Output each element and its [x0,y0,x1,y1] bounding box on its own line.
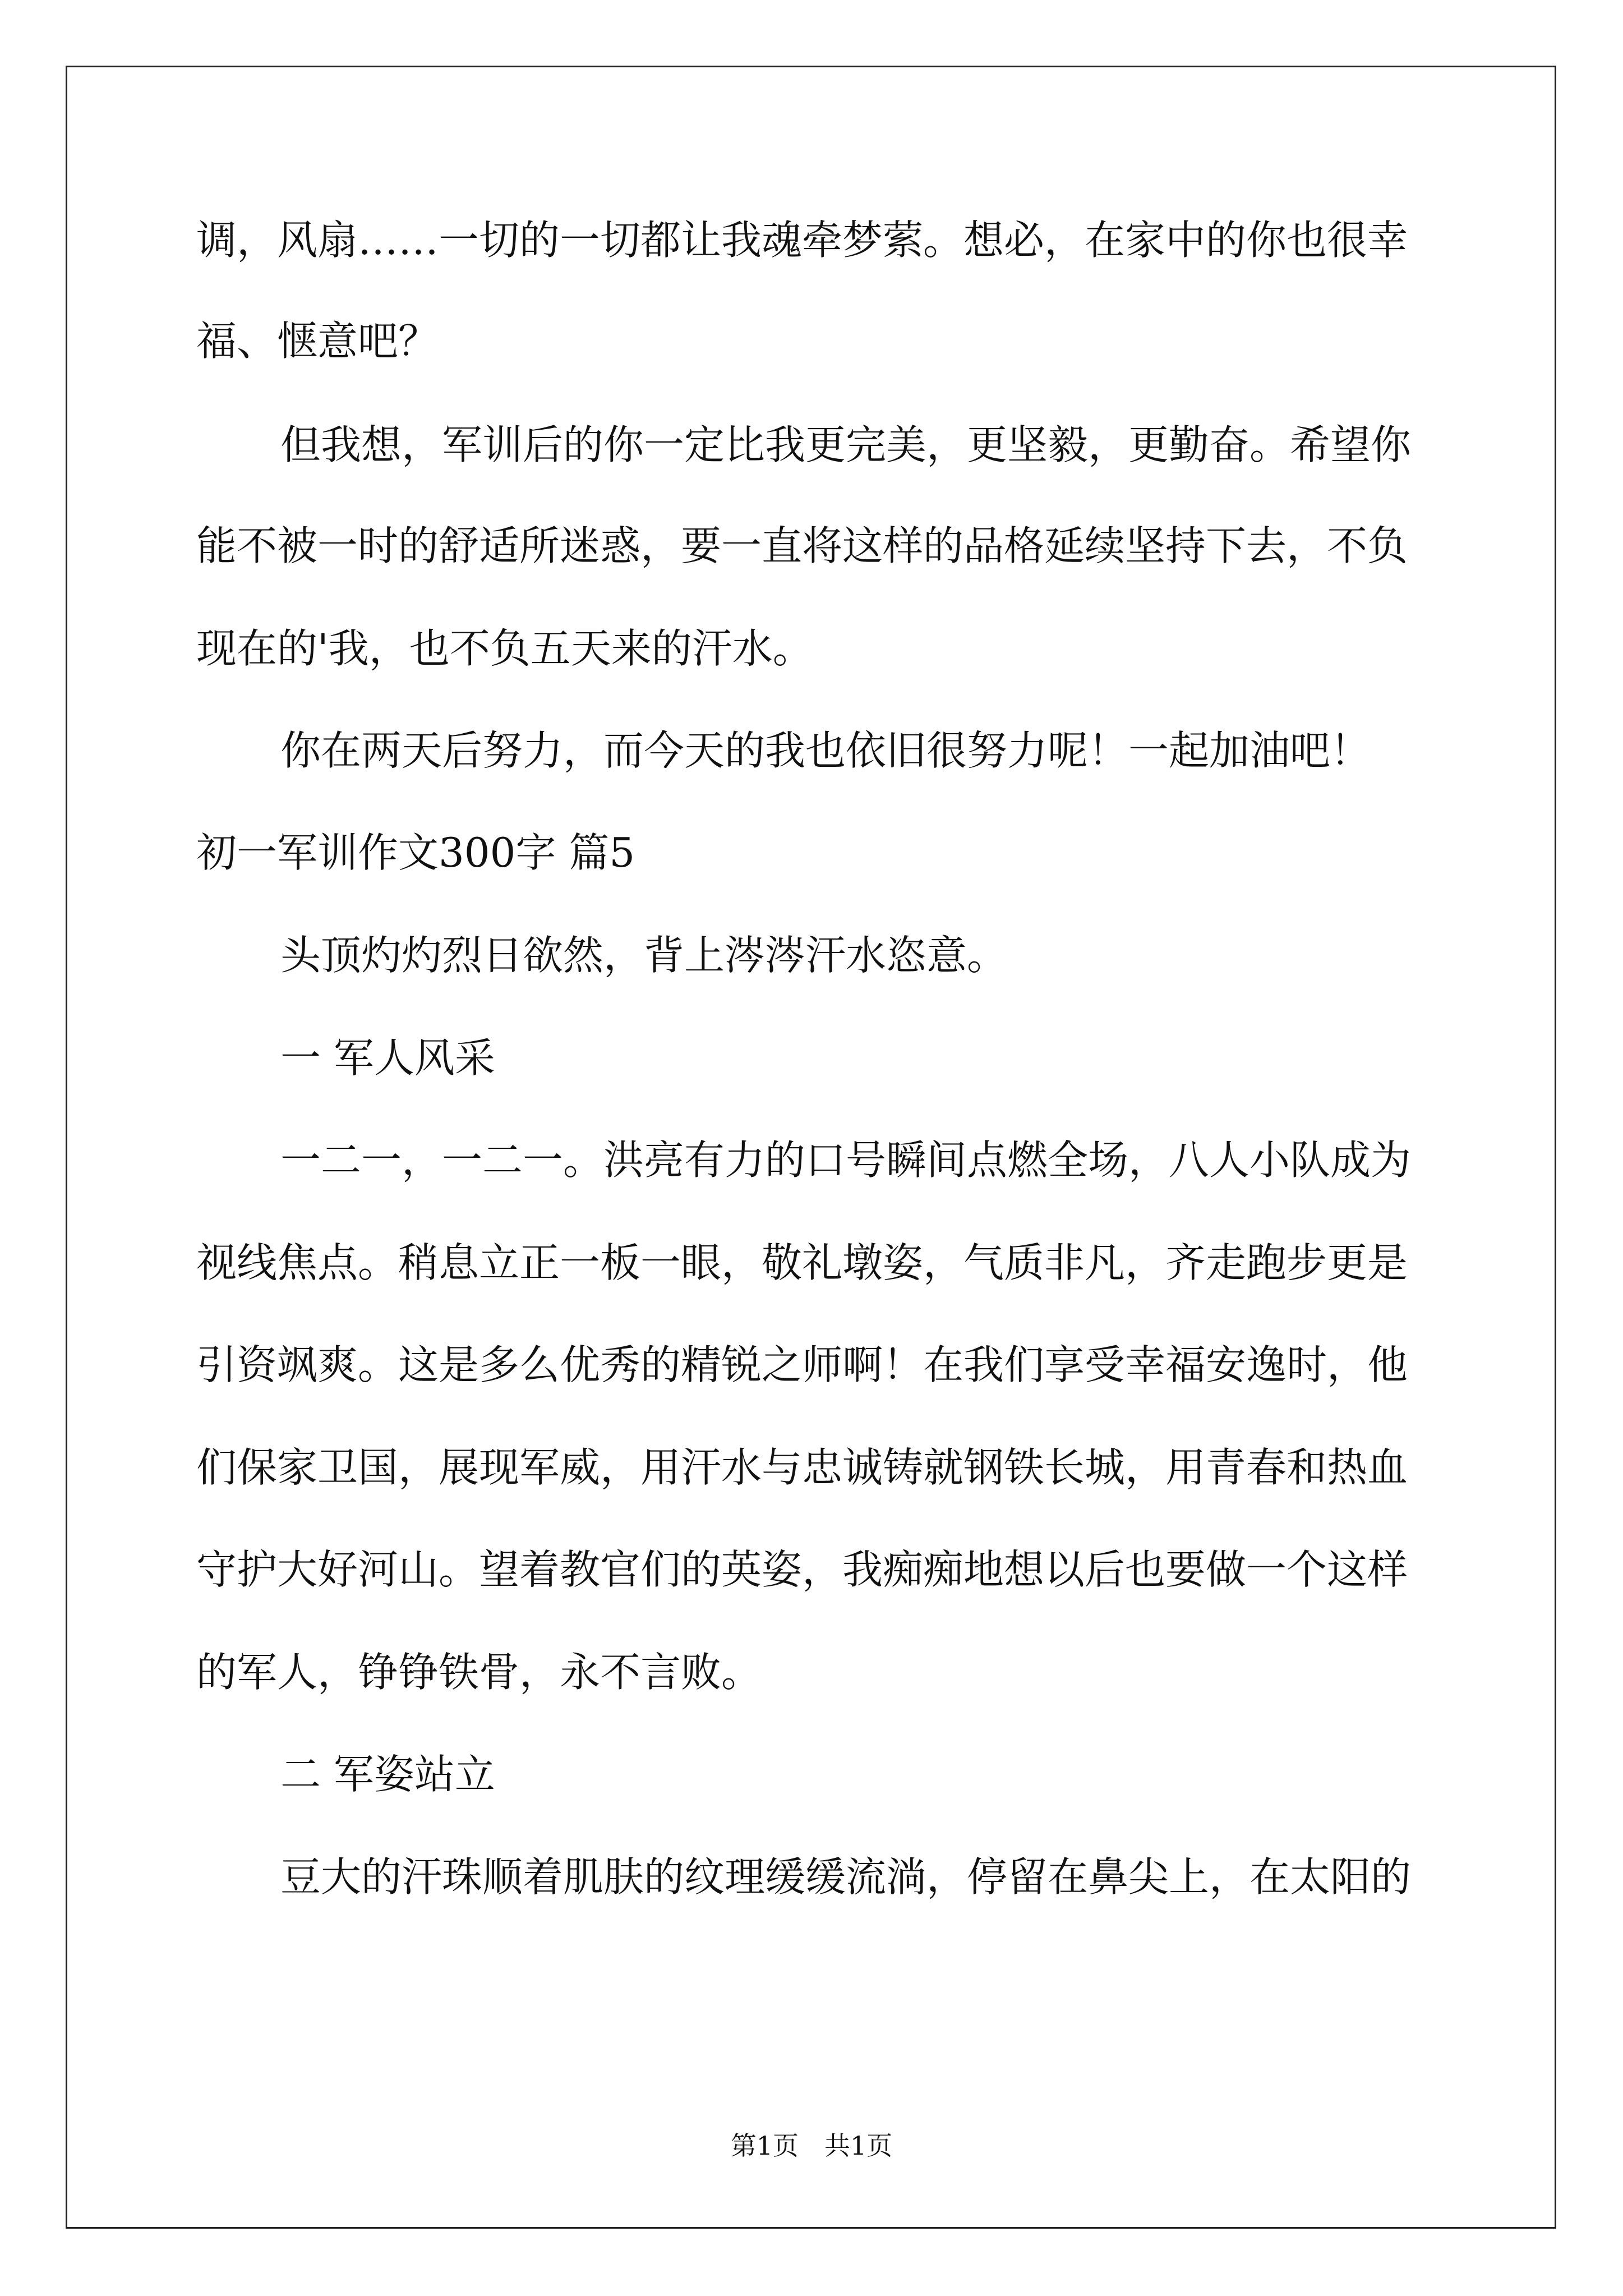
text-line: 福、惬意吧？ [196,318,439,365]
text-line: 能不被一时的舒适所迷惑，要一直将这样的品格延续坚持下去，不负 [196,522,1408,569]
text-line: 调，风扇……一切的一切都让我魂牵梦萦。想必，在家中的你也很幸 [196,217,1408,264]
subheading: 一 军人风采 [280,1034,495,1082]
text-line: 们保家卫国，展现军威，用汗水与忠诚铸就钢铁长城，用青春和热血 [196,1444,1408,1491]
text-line: 现在的'我，也不负五天来的汗水。 [196,625,813,672]
subheading: 二 军姿站立 [280,1751,495,1798]
section-heading: 初一军训作文300字 篇5 [196,829,635,876]
text-line: 你在两天后努力，而今天的我也依旧很努力呢！一起加油吧！ [280,727,1371,774]
text-line: 豆大的汗珠顺着肌肤的纹理缓缓流淌，停留在鼻尖上，在太阳的 [280,1853,1412,1901]
text-line: 但我想，军训后的你一定比我更完美，更坚毅，更勤奋。希望你 [280,421,1412,468]
text-line: 视线焦点。稍息立正一板一眼，敬礼墩姿，气质非凡，齐走跑步更是 [196,1239,1408,1286]
text-line: 一二一，一二一。洪亮有力的口号瞬间点燃全场，八人小队成为 [280,1137,1412,1184]
text-line: 头顶灼灼烈日欲然，背上涔涔汗水恣意。 [280,932,1008,979]
text-line: 守护大好河山。望着教官们的英姿，我痴痴地想以后也要做一个这样 [196,1546,1408,1593]
page-footer: 第1页 共1页 [730,2131,893,2161]
text-line: 引资飒爽。这是多么优秀的精锐之师啊！在我们享受幸福安逸时，他 [196,1341,1408,1388]
text-line: 的军人，铮铮铁骨，永不言败。 [196,1649,762,1696]
